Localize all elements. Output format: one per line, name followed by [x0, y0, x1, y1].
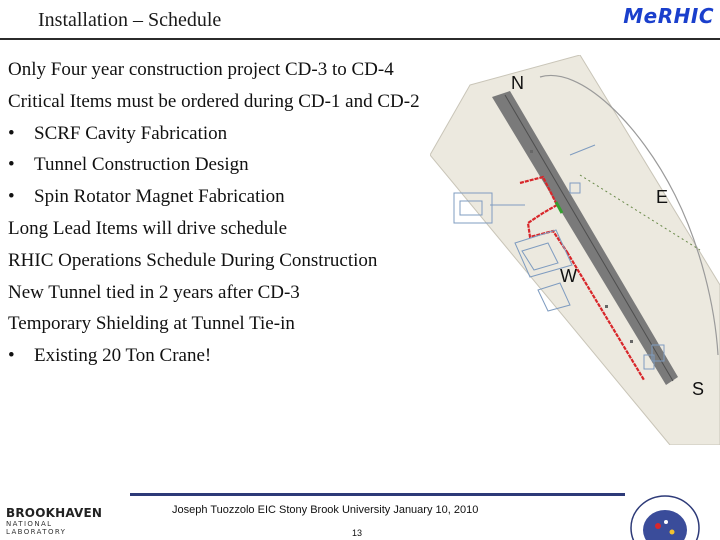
- bullet-icon: •: [8, 122, 15, 144]
- merhic-logo: MeRHIC: [623, 4, 714, 28]
- body-line: Temporary Shielding at Tunnel Tie-in: [8, 313, 295, 335]
- bnl-name: BROOKHAVEN: [6, 506, 103, 520]
- compass-west: W: [560, 266, 577, 286]
- site-area: [430, 55, 720, 445]
- bullet-icon: •: [8, 186, 15, 208]
- body-line: RHIC Operations Schedule During Construction: [8, 249, 378, 271]
- body-line: Long Lead Items will drive schedule: [8, 217, 288, 239]
- site-plan-map: [430, 55, 720, 445]
- footer-divider: [130, 493, 625, 496]
- seal-dot: [655, 523, 661, 529]
- bullet-icon: •: [8, 345, 15, 367]
- bnl-subtitle: NATIONAL LABORATORY: [6, 520, 67, 536]
- bullet-text: Spin Rotator Magnet Fabrication: [34, 186, 285, 208]
- footer-credit: Joseph Tuozzolo EIC Stony Brook University January 10, 2010: [172, 504, 479, 516]
- bullet-icon: •: [8, 154, 15, 176]
- slide-title: Installation – Schedule: [38, 9, 222, 31]
- seal-dot: [670, 530, 675, 535]
- bullet-text: Existing 20 Ton Crane!: [34, 345, 212, 367]
- compass-north: N: [511, 73, 524, 93]
- page-number: 13: [352, 528, 363, 538]
- body-line: New Tunnel tied in 2 years after CD-3: [8, 281, 300, 303]
- bullet-text: Tunnel Construction Design: [34, 154, 249, 176]
- compass-east: E: [656, 187, 669, 207]
- nuclear-physics-seal: [628, 494, 702, 540]
- body-line: Critical Items must be ordered during CD-1 and CD-2: [8, 90, 420, 112]
- bullet-text: SCRF Cavity Fabrication: [34, 122, 228, 144]
- seal-dot: [664, 520, 668, 524]
- brookhaven-logo: [6, 506, 110, 536]
- body-line: Only Four year construction project CD-3 to CD-4: [8, 59, 394, 80]
- title-divider: [0, 38, 720, 40]
- compass-south: S: [692, 379, 705, 399]
